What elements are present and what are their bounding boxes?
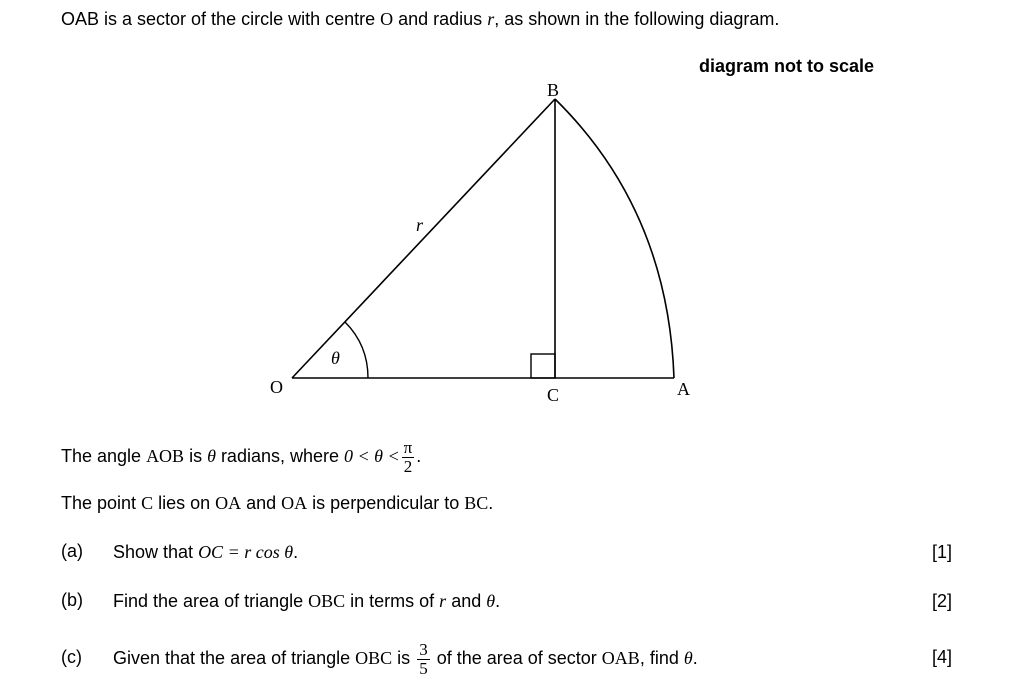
qa-math: OC = r cos θ (198, 542, 294, 562)
point-end: . (488, 493, 494, 513)
label-A: A (677, 379, 690, 399)
point-OA2: OA (281, 493, 308, 513)
intro-O: O (380, 9, 394, 29)
fraction-pi-over-2 (402, 439, 415, 476)
label-B: B (547, 80, 560, 100)
angle-AOB: AOB (146, 446, 185, 466)
angle-end: . (416, 446, 422, 466)
question-b-marks: [2] (932, 591, 953, 611)
qb-mid: in terms of (345, 591, 440, 611)
angle-statement (61, 438, 421, 476)
angle-theta: θ (207, 446, 216, 466)
segment-OB (292, 99, 555, 378)
question-c-label: (c) (61, 647, 82, 667)
qc-mid: of the area of sector (431, 648, 602, 668)
frac-num: π (403, 437, 413, 457)
angle-inequality: 0 < θ < (344, 446, 400, 466)
question-a-marks: [1] (932, 542, 953, 562)
angle-part2: is (184, 446, 208, 466)
qb-pre: Find the area of triangle (113, 591, 309, 611)
question-a-text (113, 541, 298, 563)
intro-part2: and radius (393, 9, 488, 29)
point-part1: The point (61, 493, 142, 513)
qb-OBC: OBC (308, 591, 346, 611)
qc-frac-den: 5 (419, 658, 428, 678)
qb-post: . (495, 591, 501, 611)
point-OA1: OA (215, 493, 242, 513)
question-b-label: (b) (61, 590, 83, 610)
intro-r: r (487, 9, 495, 29)
angle-part3: radians, where (215, 446, 345, 466)
point-statement (61, 492, 493, 514)
question-c-marks: [4] (932, 647, 953, 667)
qb-and: and (446, 591, 487, 611)
qb-theta: θ (486, 591, 496, 611)
intro-part3: , as shown in the following diagram. (494, 9, 780, 29)
qc-find: , find (639, 648, 684, 668)
right-angle-marker (531, 354, 555, 378)
fraction-3-over-5 (417, 641, 430, 678)
qb-r: r (439, 591, 447, 611)
point-part4: is perpendicular to (307, 493, 465, 513)
qc-pre: Given that the area of triangle (113, 648, 356, 668)
qc-is: is (392, 648, 416, 668)
intro-part1: OAB is a sector of the circle with centre (61, 9, 381, 29)
qc-OAB: OAB (601, 648, 640, 668)
point-part3: and (241, 493, 282, 513)
qc-frac-num: 3 (419, 639, 428, 659)
qc-post: . (692, 648, 698, 668)
question-b-text (113, 590, 500, 612)
qc-theta: θ (683, 648, 693, 668)
angle-arc-theta (345, 322, 368, 378)
arc-AB (555, 99, 674, 378)
frac-den: 2 (403, 456, 413, 476)
question-a-label: (a) (61, 541, 83, 561)
diagram-note: diagram not to scale (699, 56, 875, 76)
qa-post: . (293, 542, 299, 562)
label-theta: θ (331, 348, 340, 368)
qc-OBC: OBC (355, 648, 393, 668)
label-r: r (416, 215, 424, 235)
label-C: C (547, 385, 560, 405)
question-c-text (113, 634, 698, 682)
point-C: C (141, 493, 154, 513)
qa-pre: Show that (113, 542, 199, 562)
point-BC: BC (464, 493, 489, 513)
point-part2: lies on (153, 493, 216, 513)
angle-part1: The angle (61, 446, 147, 466)
label-O: O (270, 377, 283, 397)
